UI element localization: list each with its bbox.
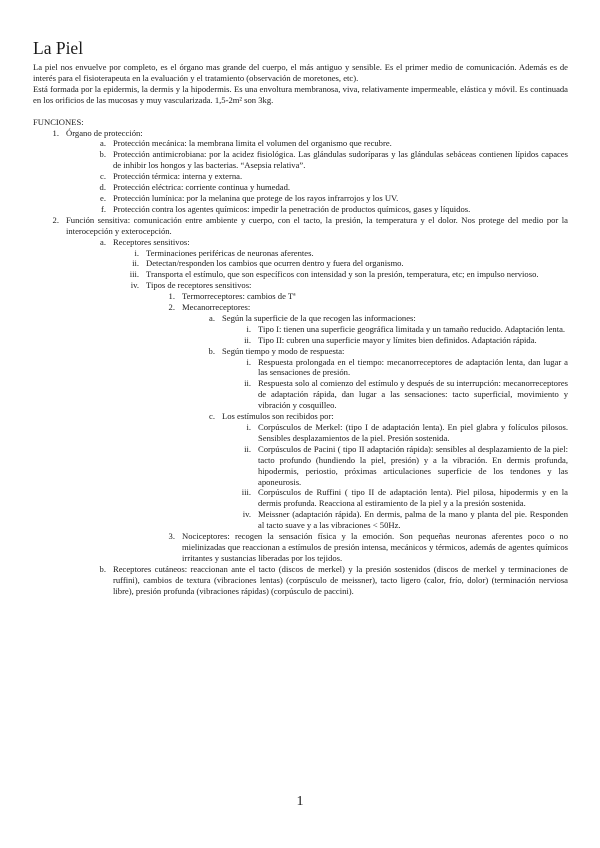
- list-text: Protección mecánica: la membrana limita el volumen del organismo que recubre.: [113, 138, 392, 149]
- list-item: [33, 346, 568, 357]
- list-text: Detectan/responden los cambios que ocurren dentro y fuera del organismo.: [146, 258, 404, 269]
- list-marker: c.: [100, 171, 106, 182]
- list-marker: i.: [246, 422, 251, 432]
- list-item: [33, 324, 568, 335]
- list-text: Protección contra los agentes químicos: impedir la penetración de productos químicos, gases y líquidos.: [113, 203, 471, 214]
- list-marker: i.: [246, 323, 251, 334]
- list-item: [33, 280, 568, 291]
- list-text: Mecanorreceptores:: [182, 302, 251, 313]
- list-marker: ii.: [244, 334, 251, 345]
- list-item: [33, 138, 568, 149]
- list-text: Órgano de protección:: [66, 127, 143, 138]
- list-item: [33, 193, 568, 204]
- list-text: Tipo II: cubren una superficie mayor y límites bien definidos. Adaptación rápida.: [258, 334, 537, 345]
- list-item: [33, 411, 568, 422]
- list-text: Respuesta prolongada en el tiempo: mecanorreceptores de adaptación lenta, dan lugar a las sensaciones de presión.: [258, 356, 568, 378]
- list-text: Corpúsculos de Merkel: (tipo I de adaptación lenta). En piel glabra y folículos pilosos. Sensibles desplazamientos de la piel. Presión sostenida.: [258, 422, 568, 443]
- list-text: Según la superficie de la que recogen las informaciones:: [222, 312, 416, 323]
- list-marker: b.: [208, 345, 215, 356]
- intro-paragraph-1: La piel nos envuelve por completo, es el órgano mas grande del cuerpo, el más antiguo y sensible. Es el primer medio de comunicación. Además es de interés para el fisioterapeuta en la evaluación y el tratamiento (observación de moretones, etc).: [33, 62, 568, 83]
- list-item: [33, 204, 568, 215]
- list-item: [33, 444, 568, 488]
- list-item: [33, 258, 568, 269]
- list-text: Corpúsculos de Pacini ( tipo II adaptación rápida): sensibles al desplazamiento de la piel: tacto profundo (hundiendo la piel, presión) y a la vibración. En dermis profunda, hipodermis, periostio, próximas articulaciones superficie de los tendones y las aponeurosis.: [258, 443, 568, 487]
- intro-paragraph-2: Está formada por la epidermis, la dermis y la hipodermis. Es una envoltura membranosa, viva, relativamente impermeable, elástica y móvil. Es continuada en los orificios de las mucosas y muy vascularizada. 1,5-2m² son 3kg.: [33, 83, 568, 105]
- list-item: [33, 302, 568, 313]
- list-item: [33, 237, 568, 248]
- list-item: [33, 269, 568, 280]
- list-item: [33, 248, 568, 259]
- document-page: [33, 38, 568, 597]
- list-item: [33, 149, 568, 171]
- list-marker: i.: [246, 356, 251, 367]
- list-marker: ii.: [244, 443, 251, 454]
- list-marker: a.: [209, 312, 215, 323]
- list-text: Corpúsculos de Ruffini ( tipo II de adaptación lenta). Piel pilosa, hipodermis y en la dermis profunda. Reacciona al estiramiento de la piel y a la presión sostenida.: [258, 487, 568, 509]
- list-text: Receptores cutáneos: reaccionan ante el tacto (discos de merkel) y la presión sostenidos (discos de merkel y terminaciones de ruffini), cambios de textura (vibraciones lentas) (corpúsculo de meissner), tacto ligero (calor, frío, dolor) (terminación nerviosa libre), presión profunda (vibraciones rápidas) (corpúsculo de paccini).: [113, 563, 568, 596]
- list-marker: iv.: [242, 509, 251, 520]
- list-item: [33, 215, 568, 237]
- list-marker: d.: [99, 182, 106, 193]
- list-text: Terminaciones periféricas de neuronas aferentes.: [146, 247, 314, 258]
- list-marker: iv.: [130, 280, 139, 291]
- list-text: Receptores sensitivos:: [113, 236, 190, 247]
- list-marker: iii.: [129, 269, 139, 280]
- list-marker: 2.: [52, 214, 59, 225]
- section-heading: FUNCIONES:: [33, 116, 84, 127]
- list-text: Transporta el estímulo, que son específicos con intensidad y son la presión, temperatura, etc; en impulso nervioso.: [146, 269, 539, 280]
- list-marker: b.: [99, 563, 106, 574]
- page-title: La Piel: [33, 38, 84, 58]
- list-text: Protección eléctrica: corriente continua y humedad.: [113, 182, 291, 193]
- list-marker: 1.: [168, 291, 175, 302]
- list-text: Tipos de receptores sensitivos:: [146, 280, 252, 291]
- list-marker: a.: [100, 138, 106, 149]
- list-text: Nociceptores: recogen la sensación física y la emoción. Son pequeñas neuronas aferentes poco o no mielinizadas que reaccionan a estímulos de presión intensa, mecánicos y térmicos, además de agentes químicos irritantes y sustancias liberadas por los tejidos.: [182, 531, 568, 563]
- list-item: [33, 335, 568, 346]
- list-marker: ii.: [244, 378, 251, 389]
- list-text: Tipo I: tienen una superficie geográfica limitada y un tamaño reducido. Adaptación lenta.: [258, 323, 566, 334]
- list-item: [33, 171, 568, 182]
- list-marker: iii.: [241, 487, 251, 498]
- list-text: Protección lumínica: por la melanina que protege de los rayos infrarrojos y los UV.: [113, 192, 399, 203]
- list-marker: b.: [99, 149, 106, 160]
- list-item: [33, 357, 568, 379]
- list-item: [33, 531, 568, 564]
- list-text: Según tiempo y modo de respuesta:: [222, 345, 345, 356]
- list-marker: f.: [100, 203, 106, 214]
- page-number: 1: [296, 794, 304, 809]
- list-text: Protección térmica: interna y externa.: [113, 171, 243, 182]
- list-text: Respuesta solo al comienzo del estímulo y después de su interrupción: mecanorreceptores de adaptación rápida, dan lugar a las sensaciones: tacto superficial, movimiento y vibración y cosquilleo.: [258, 378, 568, 411]
- list-item: [33, 378, 568, 411]
- list-marker: ii.: [132, 258, 139, 269]
- list-item: [33, 487, 568, 509]
- list-text: Los estímulos son recibidos por:: [222, 411, 334, 422]
- list-marker: 2.: [168, 302, 175, 313]
- list-item: [33, 509, 568, 531]
- list-text: Protección antimicrobiana: por la acidez fisiológica. Las glándulas sudoríparas y las glándulas sebáceas contienen lípidos capaces de inhibir los hongos y las bacterias. “Asepsia relativa”.: [113, 149, 568, 171]
- list-text: Meissner (adaptación rápida). En dermis, palma de la mano y planta del pie. Responden al tacto suave y a las vibraciones < 50Hz.: [258, 509, 568, 531]
- list-item: [33, 313, 568, 324]
- list-marker: 1.: [52, 127, 59, 138]
- list-item: [33, 291, 568, 302]
- list-marker: a.: [100, 236, 106, 247]
- list-marker: c.: [209, 411, 215, 422]
- list-marker: 3.: [168, 531, 175, 542]
- list-marker: i.: [134, 247, 139, 258]
- list-item: [33, 564, 568, 597]
- list-item: [33, 128, 568, 139]
- list-item: [33, 182, 568, 193]
- list-text: Termorreceptores: cambios de Tª: [182, 291, 296, 302]
- list-item: [33, 422, 568, 444]
- list-marker: e.: [100, 192, 106, 203]
- list-text: Función sensitiva: comunicación entre ambiente y cuerpo, con el tacto, la presión, la temperatura y el dolor. Nos protege del medio por la interocepción y exterocepción.: [66, 214, 568, 236]
